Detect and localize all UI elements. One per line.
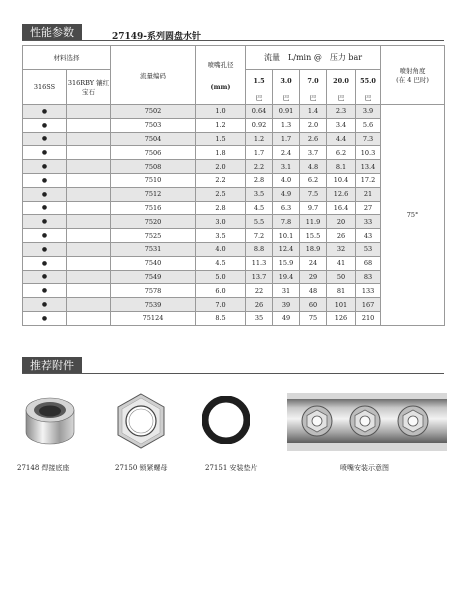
orifice-cell: 4.5 xyxy=(196,256,246,270)
flow-value-cell: 12.6 xyxy=(327,187,356,201)
orifice-cell: 3.0 xyxy=(196,215,246,229)
flow-code-cell: 7510 xyxy=(111,173,196,187)
weld-base-label: 27148 焊接底座 xyxy=(17,464,70,472)
lock-nut-label: 27150 锁紧螺母 xyxy=(115,464,168,472)
flow-value-cell: 13.4 xyxy=(356,160,381,174)
flow-value-cell: 4.0 xyxy=(273,173,300,187)
performance-heading-rule xyxy=(22,40,444,41)
accessories-heading: 推荐附件 xyxy=(22,357,82,374)
pressure-unit: 巴 xyxy=(327,92,356,105)
flow-value-cell: 31 xyxy=(273,284,300,298)
flow-value-cell: 0.91 xyxy=(273,105,300,119)
flow-value-cell: 3.9 xyxy=(356,105,381,119)
flow-value-cell: 12.4 xyxy=(273,242,300,256)
flow-value-cell: 50 xyxy=(327,270,356,284)
flow-value-cell: 17.2 xyxy=(356,173,381,187)
orifice-cell: 4.0 xyxy=(196,242,246,256)
orifice-header-label: 喷嘴孔径 xyxy=(207,60,234,69)
flow-value-cell: 2.0 xyxy=(300,118,327,132)
flow-value-cell: 126 xyxy=(327,311,356,325)
performance-table xyxy=(22,45,445,326)
material-316rby-cell xyxy=(67,201,111,215)
flow-value-cell: 39 xyxy=(273,298,300,312)
material-header: 材料选择 xyxy=(23,46,111,70)
flow-value-cell: 15.9 xyxy=(273,256,300,270)
flow-value-cell: 7.5 xyxy=(300,187,327,201)
flow-value-cell: 81 xyxy=(327,284,356,298)
performance-heading: 性能参数 xyxy=(22,24,82,41)
flow-value-cell: 2.2 xyxy=(246,160,273,174)
material-316rby-cell xyxy=(67,298,111,312)
orifice-cell: 1.0 xyxy=(196,105,246,119)
flow-value-cell: 24 xyxy=(300,256,327,270)
material-316rby-cell xyxy=(67,270,111,284)
flow-value-cell: 68 xyxy=(356,256,381,270)
material-316ss-mark: ● xyxy=(23,270,67,284)
flow-value-cell: 15.5 xyxy=(300,229,327,243)
flow-value-cell: 41 xyxy=(327,256,356,270)
flow-value-cell: 6.3 xyxy=(273,201,300,215)
pressure-unit: 巴 xyxy=(246,92,273,105)
series-title: 27149-系列圆盘水针 xyxy=(112,32,202,42)
flow-value-cell: 32 xyxy=(327,242,356,256)
flow-value-cell: 10.4 xyxy=(327,173,356,187)
flow-value-cell: 8.1 xyxy=(327,160,356,174)
orifice-cell: 1.5 xyxy=(196,132,246,146)
code-header: 流量编码 xyxy=(111,46,196,105)
material-316ss-mark: ● xyxy=(23,242,67,256)
installation-diagram-label: 喷嘴安装示意图 xyxy=(340,464,389,472)
flow-value-cell: 6.2 xyxy=(300,173,327,187)
flow-value-cell: 10.1 xyxy=(273,229,300,243)
orifice-header xyxy=(196,46,246,105)
pressure-unit: 巴 xyxy=(300,92,327,105)
flow-value-cell: 167 xyxy=(356,298,381,312)
flow-value-cell: 83 xyxy=(356,270,381,284)
flow-value-cell: 60 xyxy=(300,298,327,312)
flow-value-cell: 7.8 xyxy=(273,215,300,229)
flow-code-cell: 7504 xyxy=(111,132,196,146)
flow-code-cell: 7531 xyxy=(111,242,196,256)
flow-value-cell: 9.7 xyxy=(300,201,327,215)
flow-code-cell: 7539 xyxy=(111,298,196,312)
flow-code-cell: 7549 xyxy=(111,270,196,284)
material-316ss-mark: ● xyxy=(23,173,67,187)
material-316rby-cell xyxy=(67,229,111,243)
flow-value-cell: 5.6 xyxy=(356,118,381,132)
orifice-cell: 1.8 xyxy=(196,146,246,160)
pressure-unit: 巴 xyxy=(356,92,381,105)
flow-value-cell: 20 xyxy=(327,215,356,229)
flow-code-cell: 7508 xyxy=(111,160,196,174)
flow-value-cell: 1.3 xyxy=(273,118,300,132)
orifice-cell: 2.2 xyxy=(196,173,246,187)
flow-value-cell: 35 xyxy=(246,311,273,325)
flow-value-cell: 26 xyxy=(327,229,356,243)
flow-value-cell: 4.5 xyxy=(246,201,273,215)
material-316rby-cell xyxy=(67,132,111,146)
table-row xyxy=(23,105,445,119)
flow-code-cell: 75124 xyxy=(111,311,196,325)
material-316rby-cell xyxy=(67,173,111,187)
flow-value-cell: 49 xyxy=(273,311,300,325)
flow-value-cell: 11.9 xyxy=(300,215,327,229)
flow-value-cell: 3.4 xyxy=(327,118,356,132)
flow-value-cell: 27 xyxy=(356,201,381,215)
flow-value-cell: 210 xyxy=(356,311,381,325)
flow-value-cell: 1.4 xyxy=(300,105,327,119)
flow-code-cell: 7520 xyxy=(111,215,196,229)
material-316ss-mark: ● xyxy=(23,229,67,243)
flow-value-cell: 133 xyxy=(356,284,381,298)
material-316ss-mark: ● xyxy=(23,256,67,270)
flow-code-cell: 7503 xyxy=(111,118,196,132)
flow-value-cell: 2.6 xyxy=(300,132,327,146)
flow-code-cell: 7512 xyxy=(111,187,196,201)
pressure-value: 20.0 xyxy=(327,70,356,92)
flow-value-cell: 0.92 xyxy=(246,118,273,132)
flow-value-cell: 13.7 xyxy=(246,270,273,284)
flow-value-cell: 26 xyxy=(246,298,273,312)
material-316ss-mark: ● xyxy=(23,311,67,325)
material-316rby-cell xyxy=(67,284,111,298)
flow-value-cell: 29 xyxy=(300,270,327,284)
flow-value-cell: 7.3 xyxy=(356,132,381,146)
flow-code-cell: 7506 xyxy=(111,146,196,160)
material-316rby: 316RBY 镶红宝石 xyxy=(67,70,111,105)
flow-value-cell: 22 xyxy=(246,284,273,298)
flow-code-cell: 7540 xyxy=(111,256,196,270)
spray-angle-cell: 75° xyxy=(381,105,445,326)
orifice-cell: 1.2 xyxy=(196,118,246,132)
material-316ss-mark: ● xyxy=(23,284,67,298)
flow-value-cell: 43 xyxy=(356,229,381,243)
material-316ss-mark: ● xyxy=(23,132,67,146)
flow-value-cell: 48 xyxy=(300,284,327,298)
material-316ss-mark: ● xyxy=(23,298,67,312)
flow-value-cell: 75 xyxy=(300,311,327,325)
flow-value-cell: 19.4 xyxy=(273,270,300,284)
flow-value-cell: 2.3 xyxy=(327,105,356,119)
material-316ss-mark: ● xyxy=(23,201,67,215)
flow-value-cell: 4.9 xyxy=(273,187,300,201)
orifice-cell: 5.0 xyxy=(196,270,246,284)
flow-value-cell: 101 xyxy=(327,298,356,312)
performance-table-body xyxy=(23,105,445,326)
flow-value-cell: 8.8 xyxy=(246,242,273,256)
flow-value-cell: 4.4 xyxy=(327,132,356,146)
material-316rby-cell xyxy=(67,187,111,201)
angle-header-sub: (在 4 巴时) xyxy=(396,76,429,84)
flow-value-cell: 10.3 xyxy=(356,146,381,160)
material-316ss-mark: ● xyxy=(23,118,67,132)
orifice-cell: 8.5 xyxy=(196,311,246,325)
orifice-cell: 2.5 xyxy=(196,187,246,201)
material-316ss-mark: ● xyxy=(23,146,67,160)
material-316rby-cell xyxy=(67,105,111,119)
flow-value-cell: 1.2 xyxy=(246,132,273,146)
orifice-cell: 6.0 xyxy=(196,284,246,298)
material-316ss-mark: ● xyxy=(23,215,67,229)
flow-value-cell: 3.1 xyxy=(273,160,300,174)
orifice-cell: 7.0 xyxy=(196,298,246,312)
material-316ss-mark: ● xyxy=(23,160,67,174)
material-316rby-cell xyxy=(67,215,111,229)
flow-value-cell: 3.5 xyxy=(246,187,273,201)
weld-base-image xyxy=(20,392,80,450)
material-316rby-cell xyxy=(67,242,111,256)
flow-value-cell: 3.7 xyxy=(300,146,327,160)
flow-header: 流量 L/min @ 压力 bar xyxy=(246,46,381,70)
flow-value-cell: 0.64 xyxy=(246,105,273,119)
material-316rby-cell xyxy=(67,118,111,132)
flow-value-cell: 5.5 xyxy=(246,215,273,229)
flow-value-cell: 21 xyxy=(356,187,381,201)
installation-diagram-image xyxy=(287,393,447,451)
flow-value-cell: 6.2 xyxy=(327,146,356,160)
flow-value-cell: 7.2 xyxy=(246,229,273,243)
flow-value-cell: 18.9 xyxy=(300,242,327,256)
angle-header xyxy=(381,46,445,105)
material-316rby-cell xyxy=(67,311,111,325)
flow-value-cell: 16.4 xyxy=(327,201,356,215)
flow-value-cell: 1.7 xyxy=(246,146,273,160)
orifice-cell: 2.0 xyxy=(196,160,246,174)
gasket-label: 27151 安装垫片 xyxy=(205,464,258,472)
orifice-unit: (mm) xyxy=(210,82,231,91)
flow-code-cell: 7578 xyxy=(111,284,196,298)
pressure-value: 7.0 xyxy=(300,70,327,92)
flow-value-cell: 2.4 xyxy=(273,146,300,160)
orifice-cell: 3.5 xyxy=(196,229,246,243)
pressure-value: 55.0 xyxy=(356,70,381,92)
flow-value-cell: 33 xyxy=(356,215,381,229)
angle-header-label: 喷射角度 xyxy=(399,67,426,75)
pressure-value: 1.5 xyxy=(246,70,273,92)
flow-code-cell: 7502 xyxy=(111,105,196,119)
flow-value-cell: 11.3 xyxy=(246,256,273,270)
material-316rby-cell xyxy=(67,256,111,270)
material-316ss-mark: ● xyxy=(23,105,67,119)
material-316ss-mark: ● xyxy=(23,187,67,201)
orifice-cell: 2.8 xyxy=(196,201,246,215)
material-316ss: 316SS xyxy=(23,70,67,105)
gasket-image xyxy=(202,396,250,444)
flow-value-cell: 53 xyxy=(356,242,381,256)
flow-code-cell: 7525 xyxy=(111,229,196,243)
material-316rby-cell xyxy=(67,146,111,160)
pressure-unit: 巴 xyxy=(273,92,300,105)
material-316rby-cell xyxy=(67,160,111,174)
lock-nut-image xyxy=(112,392,170,450)
pressure-value: 3.0 xyxy=(273,70,300,92)
flow-value-cell: 4.8 xyxy=(300,160,327,174)
flow-code-cell: 7516 xyxy=(111,201,196,215)
accessories-heading-rule xyxy=(22,373,444,374)
flow-value-cell: 1.7 xyxy=(273,132,300,146)
flow-value-cell: 2.8 xyxy=(246,173,273,187)
